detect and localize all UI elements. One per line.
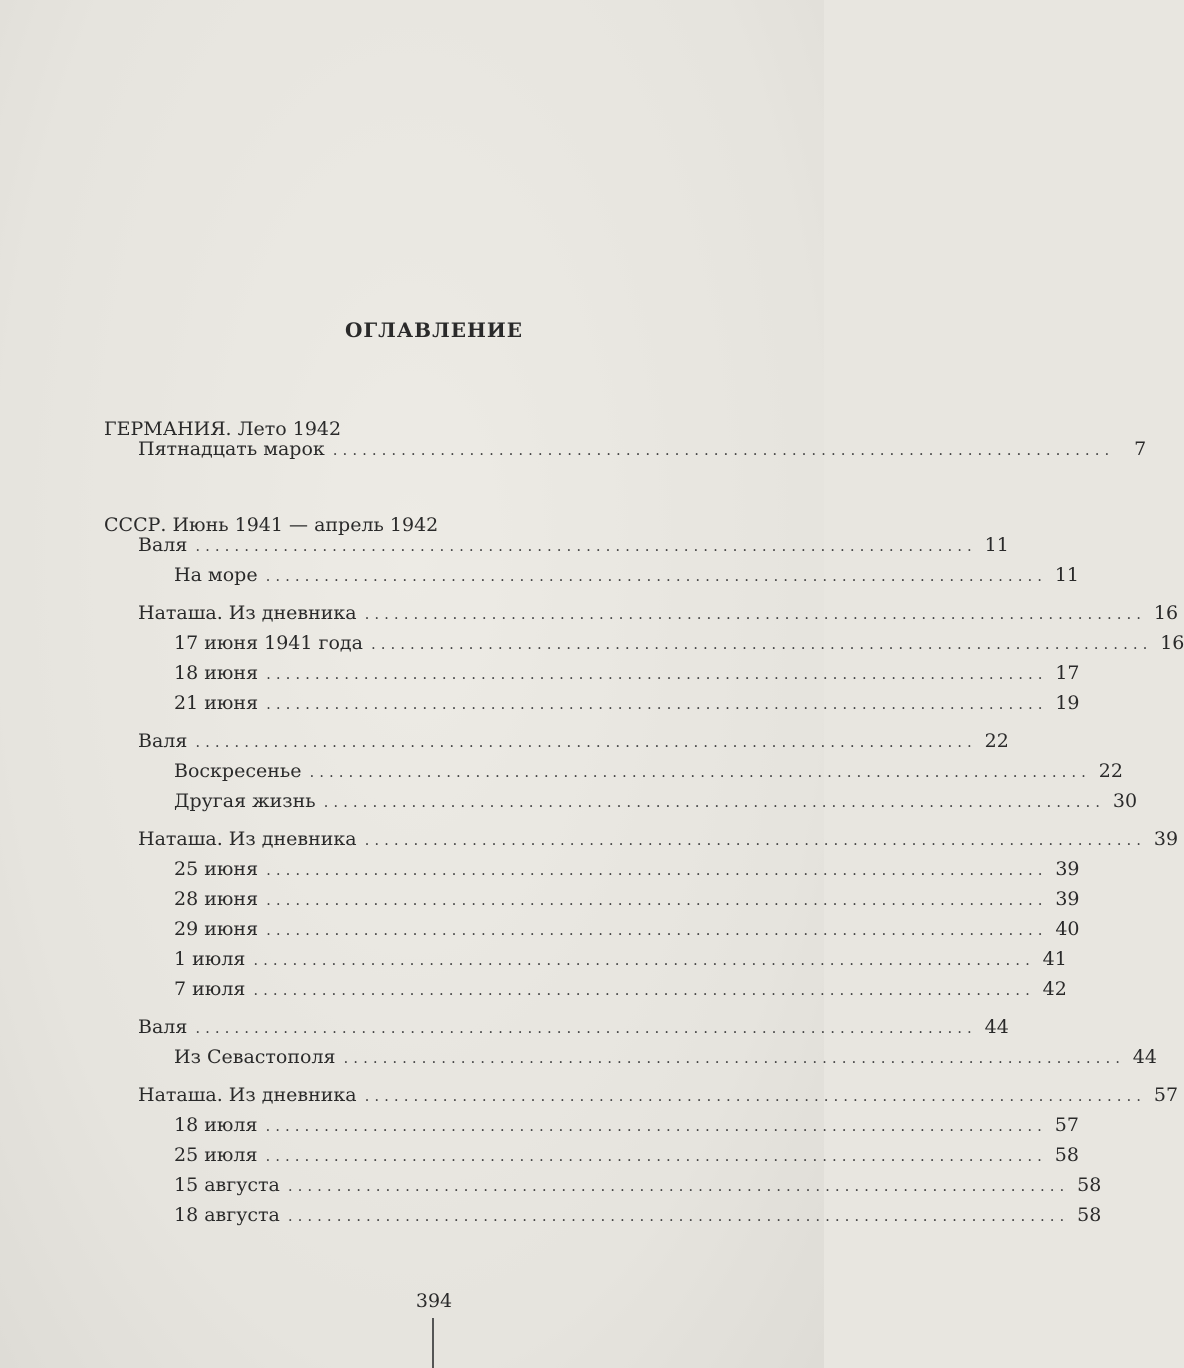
toc-entry-label: 18 августа [174,1204,280,1226]
toc-entry-label: Наташа. Из дневника [138,1084,357,1106]
toc-entry [138,1014,1009,1040]
leader-dots: ................................................................................ [332,441,1115,459]
toc-entry [174,660,1080,686]
toc-entry-page: 39 [1153,828,1179,850]
toc-entry-label: Валя [138,1016,188,1038]
toc-entry [138,1082,1179,1108]
toc-entry-page: 39 [1055,858,1080,880]
binding-crease [432,1318,434,1368]
toc-entry-page: 39 [1055,888,1080,910]
toc-entry-page: 57 [1153,1084,1179,1106]
toc-entry-label: 29 июня [174,918,259,940]
leader-dots: ................................................................................ [195,733,977,751]
leader-dots: ................................................................................ [265,567,1048,585]
toc-entry-label: Наташа. Из дневника [138,602,357,624]
toc-entry-label: 21 июня [174,692,259,714]
leader-dots: ................................................................................ [287,1207,1070,1225]
toc-entry [174,630,1184,656]
toc-entry-label: Пятнадцать марок [138,438,325,460]
toc-entry-page: 44 [984,1016,1009,1038]
toc-entry [174,1044,1157,1070]
toc-entry [174,856,1080,882]
toc-entry-page: 58 [1077,1204,1102,1226]
toc-entry [138,728,1009,754]
leader-dots: ................................................................................ [364,605,1147,623]
toc-entry [174,1172,1102,1198]
leader-dots: ................................................................................ [266,695,1048,713]
toc-entry-page: 41 [1042,948,1067,970]
toc-entry [174,690,1080,716]
toc-entry-page: 57 [1054,1114,1079,1136]
toc-entry-label: Валя [138,534,188,556]
toc-entry [138,532,1009,558]
toc-entry-label: 17 июня 1941 года [174,632,363,654]
leader-dots: ................................................................................ [266,921,1048,939]
leader-dots: ................................................................................ [195,1019,977,1037]
toc-entry [174,946,1067,972]
toc-entry-label: 15 августа [174,1174,280,1196]
toc-entry-label: Валя [138,730,188,752]
leader-dots: ................................................................................ [266,891,1048,909]
toc-entry [174,1142,1079,1168]
page-number: 394 [415,1290,453,1312]
toc-entry-label: Воскресенье [174,760,302,782]
toc-entry [174,788,1138,814]
leader-dots: ................................................................................ [370,635,1153,653]
part-heading-ussr: СССР. Июнь 1941 — апрель 1942 [104,514,439,536]
toc-entry [174,1202,1102,1228]
toc-entry-label: Другая жизнь [174,790,316,812]
toc-entry-page: 40 [1055,918,1080,940]
leader-dots: ................................................................................ [309,763,1091,781]
toc-entry-label: Из Севастополя [174,1046,336,1068]
toc-entry-page: 7 [1134,438,1147,460]
toc-entry-page: 58 [1054,1144,1079,1166]
toc-entry [138,600,1179,626]
toc-entry [174,916,1080,942]
toc-entry-page: 19 [1055,692,1080,714]
toc-entry-page: 44 [1132,1046,1157,1068]
leader-dots: ................................................................................ [253,951,1035,969]
toc-entry-page: 30 [1112,790,1138,812]
part-heading-germany: ГЕРМАНИЯ. Лето 1942 [104,418,342,440]
toc-entry-label: 7 июля [174,978,246,1000]
leader-dots: ................................................................................ [364,1087,1147,1105]
toc-entry-label: 25 июня [174,858,259,880]
leader-dots: ................................................................................ [253,981,1035,999]
toc-entry-label: Наташа. Из дневника [138,828,357,850]
toc-entry-page: 22 [1098,760,1123,782]
leader-dots: ................................................................................ [323,793,1106,811]
toc-entry-page: 58 [1077,1174,1102,1196]
toc-entry [174,1112,1079,1138]
toc-entry-label: 18 июня [174,662,259,684]
toc-entry-label: 18 июля [174,1114,258,1136]
toc-entry-label: 1 июля [174,948,246,970]
toc-entry-label: 28 июня [174,888,259,910]
toc-entry [138,826,1179,852]
toc-entry-page: 11 [984,534,1009,556]
toc-entry-label: 25 июля [174,1144,258,1166]
toc-entry [174,758,1123,784]
leader-dots: ................................................................................ [266,665,1048,683]
toc-entry-label: На море [174,564,258,586]
toc-entry-page: 16 [1160,632,1184,654]
leader-dots: ................................................................................ [265,1147,1047,1165]
leader-dots: ................................................................................ [266,861,1048,879]
toc-entry-page: 17 [1055,662,1080,684]
toc-entry [138,436,1147,462]
toc-entry-page: 16 [1153,602,1179,624]
toc-entry [174,976,1067,1002]
leader-dots: ................................................................................ [343,1049,1125,1067]
toc-entry-page: 42 [1042,978,1067,1000]
toc-entry-page: 11 [1054,564,1080,586]
toc-entry [174,562,1080,588]
leader-dots: ................................................................................ [195,537,977,555]
toc-title: ОГЛАВЛЕНИЕ [344,318,524,342]
leader-dots: ................................................................................ [364,831,1147,849]
toc-entry-page: 22 [984,730,1009,752]
leader-dots: ................................................................................ [265,1117,1047,1135]
toc-entry [174,886,1080,912]
leader-dots: ................................................................................ [287,1177,1070,1195]
